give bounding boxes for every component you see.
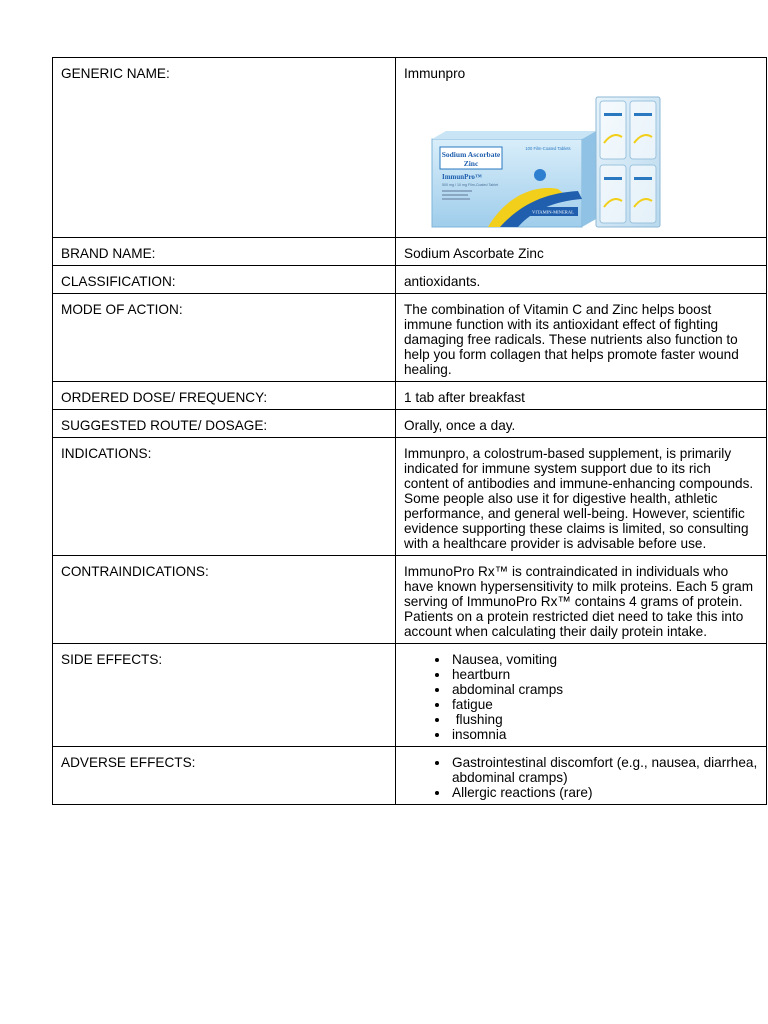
blister-print bbox=[604, 113, 622, 116]
ordered-dose-value: 1 tab after breakfast bbox=[396, 382, 767, 410]
blister-print bbox=[604, 177, 622, 180]
side-effects-label: SIDE EFFECTS: bbox=[53, 644, 396, 747]
table-row bbox=[53, 410, 767, 438]
blister-print bbox=[634, 113, 652, 116]
table-row bbox=[53, 747, 767, 805]
table-row bbox=[53, 266, 767, 294]
suggested-route-label: SUGGESTED ROUTE/ DOSAGE: bbox=[53, 410, 396, 438]
table-row bbox=[53, 238, 767, 266]
box-brand-line1: Sodium Ascorbate bbox=[441, 150, 501, 159]
adverse-effects-cell bbox=[396, 747, 767, 805]
suggested-route-value: Orally, once a day. bbox=[396, 410, 767, 438]
contraindications-value: ImmunoPro Rx™ is contraindicated in individuals who have known hypersensitivity to milk proteins. Each 5 gram serving of ImmunoPro Rx™ contains 4 grams of protein. Patients on a protein restricted diet need to take this into account when calculating their daily protein intake. bbox=[396, 556, 767, 644]
side-effects-list bbox=[404, 652, 758, 742]
product-image bbox=[428, 93, 668, 233]
box-emblem-dot bbox=[534, 169, 546, 181]
adverse-effects-label: ADVERSE EFFECTS: bbox=[53, 747, 396, 805]
table-row bbox=[53, 556, 767, 644]
contraindications-label: CONTRAINDICATIONS: bbox=[53, 556, 396, 644]
box-fine-print-line bbox=[442, 198, 470, 200]
list-item: • Gastrointestinal discomfort (e.g., nausea, diarrhea, abdominal cramps) bbox=[450, 755, 758, 785]
box-product-name: ImmunPro™ bbox=[442, 173, 482, 181]
blister-print bbox=[634, 177, 652, 180]
blister-pocket bbox=[600, 165, 626, 223]
indications-label: INDICATIONS: bbox=[53, 438, 396, 556]
mode-of-action-label: MODE OF ACTION: bbox=[53, 294, 396, 382]
blister-pocket bbox=[630, 101, 656, 159]
box-tablet-count: 100 Film-Coated Tablets bbox=[525, 146, 571, 151]
blister-pocket bbox=[600, 101, 626, 159]
box-top bbox=[432, 131, 596, 139]
mode-of-action-value: The combination of Vitamin C and Zinc helps boost immune function with its antioxidant effect of fighting damaging free radicals. These nutrients also function to help you form collagen that helps promote faster wound healing. bbox=[396, 294, 767, 382]
list-item: • flushing bbox=[450, 712, 758, 727]
list-item: • Allergic reactions (rare) bbox=[450, 785, 758, 800]
blister-pocket bbox=[630, 165, 656, 223]
box-brand-line2: Zinc bbox=[463, 159, 479, 168]
generic-name-cell bbox=[396, 58, 767, 238]
box-strength: 500 mg / 10 mg Film-Coated Tablet bbox=[442, 183, 499, 187]
classification-label: CLASSIFICATION: bbox=[53, 266, 396, 294]
table-row bbox=[53, 382, 767, 410]
indications-value: Immunpro, a colostrum-based supplement, is primarily indicated for immune system support due to its rich content of antibodies and immune-enhancing compounds. Some people also use it for digestive health, athletic performance, and general well-being. However, scientific evidence supporting these claims is limited, so consulting with a healthcare provider is advisable before use. bbox=[396, 438, 767, 556]
drug-info-table bbox=[52, 57, 767, 805]
table-row bbox=[53, 294, 767, 382]
table-row bbox=[53, 58, 767, 238]
list-item: • heartburn bbox=[450, 667, 758, 682]
table-row bbox=[53, 438, 767, 556]
box-fine-print-line bbox=[442, 194, 468, 196]
generic-name-value: Immunpro bbox=[404, 66, 466, 81]
table-row bbox=[53, 644, 767, 747]
classification-value: antioxidants. bbox=[396, 266, 767, 294]
list-item: • abdominal cramps bbox=[450, 682, 758, 697]
list-item: • insomnia bbox=[450, 727, 758, 742]
box-band-text: VITAMIN-MINERAL bbox=[532, 209, 574, 215]
brand-name-label: BRAND NAME: bbox=[53, 238, 396, 266]
brand-name-value: Sodium Ascorbate Zinc bbox=[396, 238, 767, 266]
adverse-effects-list bbox=[404, 755, 758, 800]
side-effects-cell bbox=[396, 644, 767, 747]
box-side bbox=[582, 131, 596, 227]
list-item: • fatigue bbox=[450, 697, 758, 712]
generic-name-label: GENERIC NAME: bbox=[53, 58, 396, 238]
list-item: • Nausea, vomiting bbox=[450, 652, 758, 667]
box-fine-print-line bbox=[442, 190, 472, 192]
ordered-dose-label: ORDERED DOSE/ FREQUENCY: bbox=[53, 382, 396, 410]
